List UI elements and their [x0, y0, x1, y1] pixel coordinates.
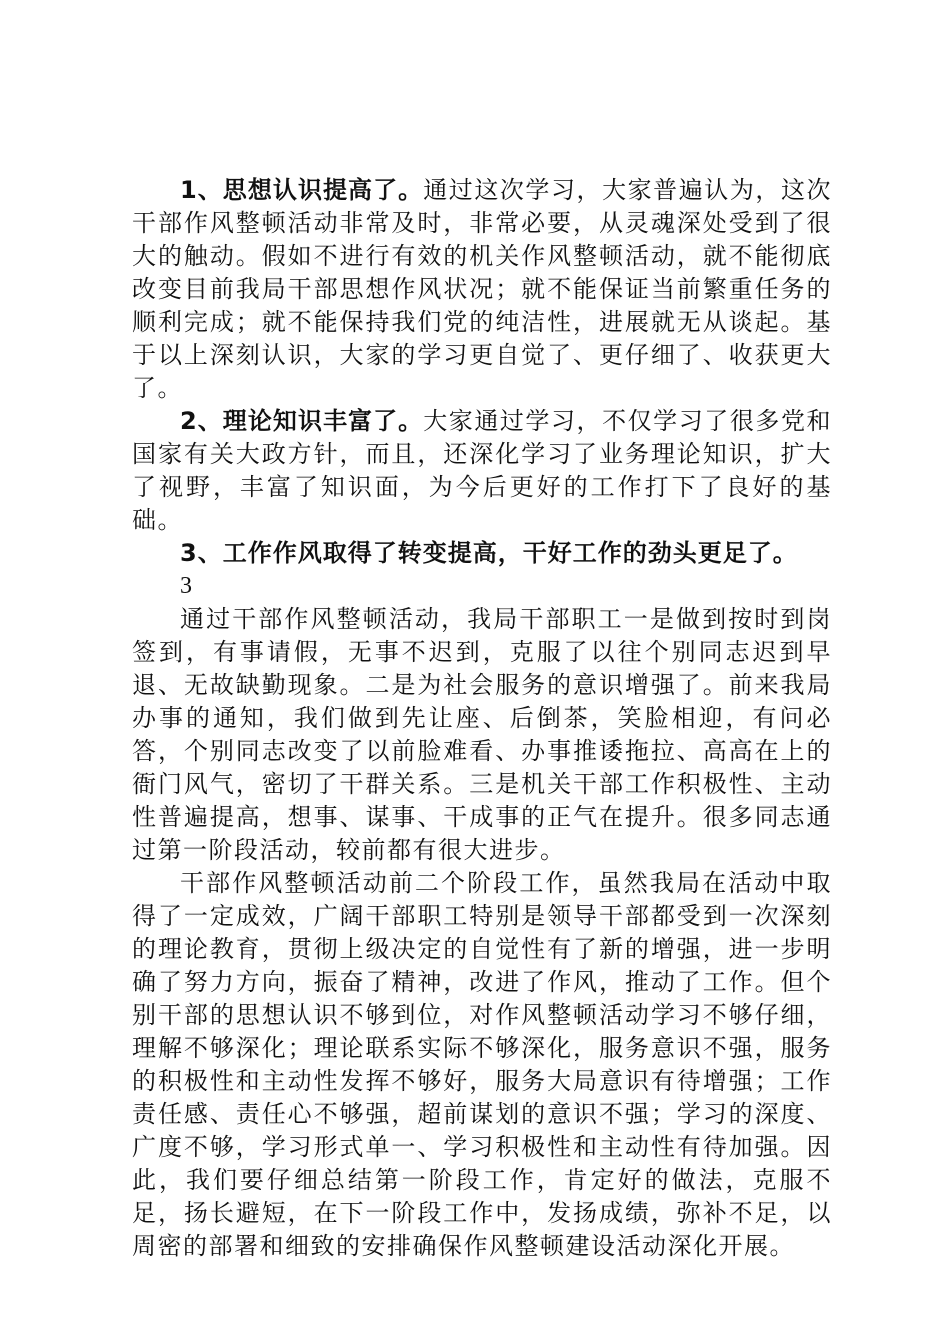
paragraph-5: 干部作风整顿活动前二个阶段工作，虽然我局在活动中取得了一定成效，广阔干部职工特别是领导干部都受到一次深刻的理论教育，贯彻上级决定的自觉性有了新的增强，进一步明确了努力方向，振奋了精神，改进了作风，推动了工作。但个别干部的思想认识不够到位，对作风整顿活动学习不够仔细，理解不够深化；理论联系实际不够深化，服务意识不强，服务的积极性和主动性发挥不够好，服务大局意识有待增强；工作责任感、责任心不够强，超前谋划的意识不强；学习的深度、广度不够，学习形式单一、学习积极性和主动性有待加强。因此，我们要仔细总结第一阶段工作，肯定好的做法，克服不足，扬长避短，在下一阶段工作中，发扬成绩，弥补不足，以周密的部署和细致的安排确保作风整顿建设活动深化开展。: [132, 869, 832, 1260]
paragraph-2-heading: 2、理论知识丰富了。: [180, 407, 424, 435]
paragraph-1-text: 通过这次学习，大家普遍认为，这次干部作风整顿活动非常及时，非常必要，从灵魂深处受到了很大的触动。假如不进行有效的机关作风整顿活动，就不能彻底改变目前我局干部思想作风状况；就不能保证当前繁重任务的顺利完成；就不能保持我们党的纯洁性，进展就无从谈起。基于以上深刻认识，大家的学习更自觉了、更仔细了、收获更大了。: [132, 176, 832, 402]
page-number: 3: [180, 573, 194, 599]
paragraph-3-heading: 3、工作作风取得了转变提高，干好工作的劲头更足了。: [180, 539, 798, 567]
paragraph-2-text: 大家通过学习，不仅学习了很多党和国家有关大政方针，而且，还深化学习了业务理论知识，扩大了视野，丰富了知识面，为今后更好的工作打下了良好的基础。: [132, 407, 832, 534]
paragraph-1-heading: 1、思想认识提高了。: [180, 176, 424, 204]
paragraph-2: [132, 405, 832, 537]
document-body: [132, 174, 832, 1263]
paragraph-4: 通过干部作风整顿活动，我局干部职工一是做到按时到岗签到，有事请假，无事不迟到，克服了以往个别同志迟到早退、无故缺勤现象。二是为社会服务的意识增强了。前来我局办事的通知，我们做到先让座、后倒茶，笑脸相迎，有问必答，个别同志改变了以前脸难看、办事推诿拖拉、高高在上的衙门风气，密切了干群关系。三是机关干部工作积极性、主动性普遍提高，想事、谋事、干成事的正气在提升。很多同志通过第一阶段活动，较前都有很大进步。: [132, 605, 832, 864]
paragraph-1: [132, 174, 832, 405]
